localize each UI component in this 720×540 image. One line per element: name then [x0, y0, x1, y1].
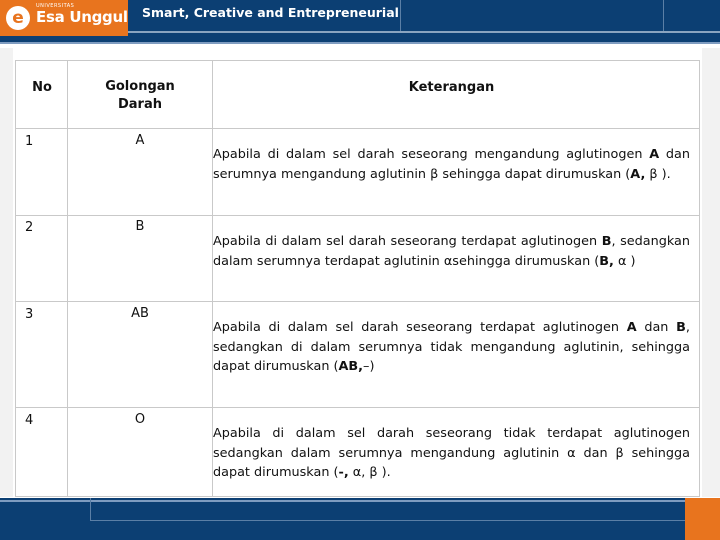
row-1-no: 1 — [25, 134, 34, 149]
row-3-keterangan: Apabila di dalam sel darah seseorang terdapat aglutinogen A dan B, sedangkan di dalam serumnya tidak mengandung aglutinin, sehingga dapat dirumuskan (AB,–) — [213, 320, 690, 374]
tagline: Smart, Creative and Entrepreneurial — [142, 5, 399, 20]
row-divider — [15, 128, 700, 129]
blood-type-table — [15, 60, 700, 497]
row-3-golongan: AB — [131, 306, 149, 321]
row-4-keterangan: Apabila di dalam sel darah seseorang tidak terdapat aglutinogen sedangkan dalam serumnya mengandung aglutinin α dan β sehingga dapat dirumuskan (-, α, β ). — [213, 426, 690, 480]
header-bar — [0, 0, 720, 42]
row-divider — [15, 301, 700, 302]
header-no: No — [32, 80, 52, 95]
header-decoration-box — [400, 0, 664, 32]
header-golongan-darah — [68, 78, 212, 114]
row-4-golongan: O — [134, 412, 146, 427]
header-keterangan: Keterangan — [408, 80, 495, 95]
header-golongan-line1: Golongan — [105, 79, 175, 94]
row-2-golongan: B — [135, 219, 145, 234]
logo-mark-icon: e — [6, 6, 30, 30]
header-divider — [128, 31, 720, 33]
university-logo[interactable] — [0, 0, 128, 36]
row-1-keterangan: Apabila di dalam sel darah seseorang mengandung aglutinogen A dan serumnya mengandung aglutinin β sehingga dapat dirumuskan (A, β ). — [213, 147, 690, 182]
row-2-keterangan: Apabila di dalam sel darah seseorang terdapat aglutinogen B, sedangkan dalam serumnya terdapat aglutinin αsehingga dirumuskan (B, α ) — [213, 234, 690, 269]
logo-caption: UNIVERSITAS — [36, 3, 75, 9]
header-golongan-line2: Darah — [117, 97, 162, 112]
row-divider — [15, 407, 700, 408]
left-margin — [0, 48, 13, 497]
row-1-golongan: A — [135, 133, 145, 148]
row-2-no: 2 — [25, 220, 34, 235]
row-3-no: 3 — [25, 307, 34, 322]
header-bottom-line — [0, 42, 720, 44]
row-divider — [15, 215, 700, 216]
footer-decoration-box — [90, 498, 687, 521]
footer-accent — [685, 498, 720, 540]
logo-text: Esa Unggul — [36, 8, 128, 26]
row-4-no: 4 — [25, 413, 34, 428]
column-divider — [67, 60, 68, 497]
right-margin — [702, 48, 720, 497]
